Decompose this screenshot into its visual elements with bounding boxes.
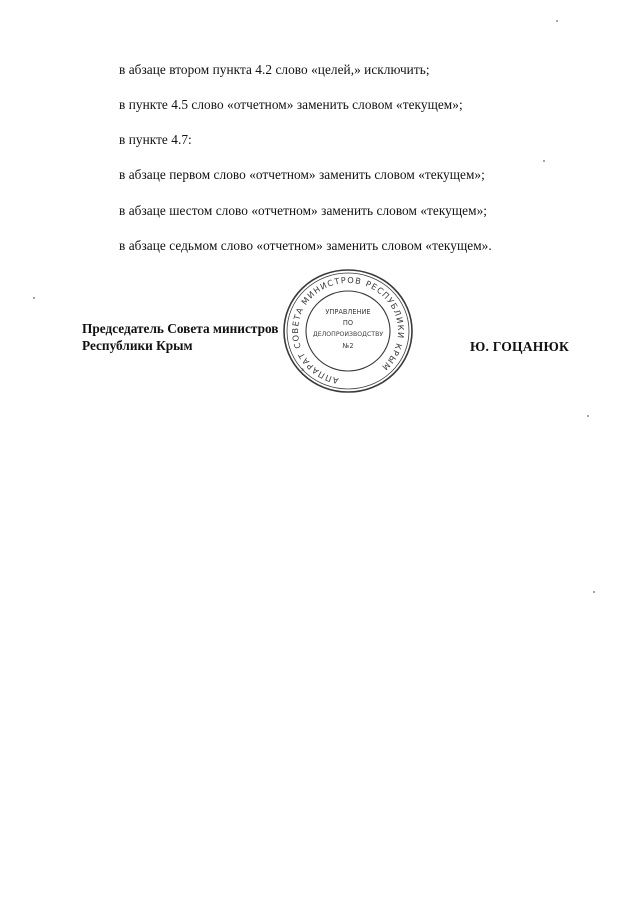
scan-speck: [587, 415, 589, 417]
svg-text:*: *: [301, 367, 305, 375]
stamp-center-line-3: ДЕЛОПРОИЗВОДСТВУ: [312, 331, 384, 338]
signer-position: [82, 320, 278, 354]
stamp-ring-text: АППАРАТ СОВЕТА МИНИСТРОВ РЕСПУБЛИКИ КРЫМ: [290, 274, 407, 387]
paragraph-5: в абзаце шестом слово «отчетном» заменить словом «текущем»;: [119, 203, 488, 218]
paragraph-4: в абзаце первом слово «отчетном» заменить словом «текущем»;: [119, 167, 485, 182]
paragraph-6: в абзаце седьмом слово «отчетном» заменить словом «текущем».: [119, 238, 492, 253]
stamp-center-line-2: ПО: [342, 319, 354, 327]
scan-speck: [556, 20, 558, 22]
scan-speck: [543, 160, 545, 162]
scan-speck: [593, 591, 595, 593]
signatory-name: Ю. ГОЦАНЮК: [470, 339, 570, 354]
signer-position-line-1: Председатель Совета министров: [82, 321, 279, 336]
stamp-center-line-4: №2: [342, 342, 354, 350]
official-stamp: [280, 265, 416, 395]
paragraph-3: в пункте 4.7:: [119, 132, 192, 147]
paragraph-1: в абзаце втором пункта 4.2 слово «целей,» исключить;: [119, 62, 430, 77]
signer-position-line-2: Республики Крым: [82, 338, 193, 353]
stamp-center-line-1: УПРАВЛЕНИЕ: [325, 308, 371, 316]
paragraph-2: в пункте 4.5 слово «отчетном» заменить словом «текущем»;: [119, 97, 463, 112]
scan-speck: [33, 297, 35, 299]
